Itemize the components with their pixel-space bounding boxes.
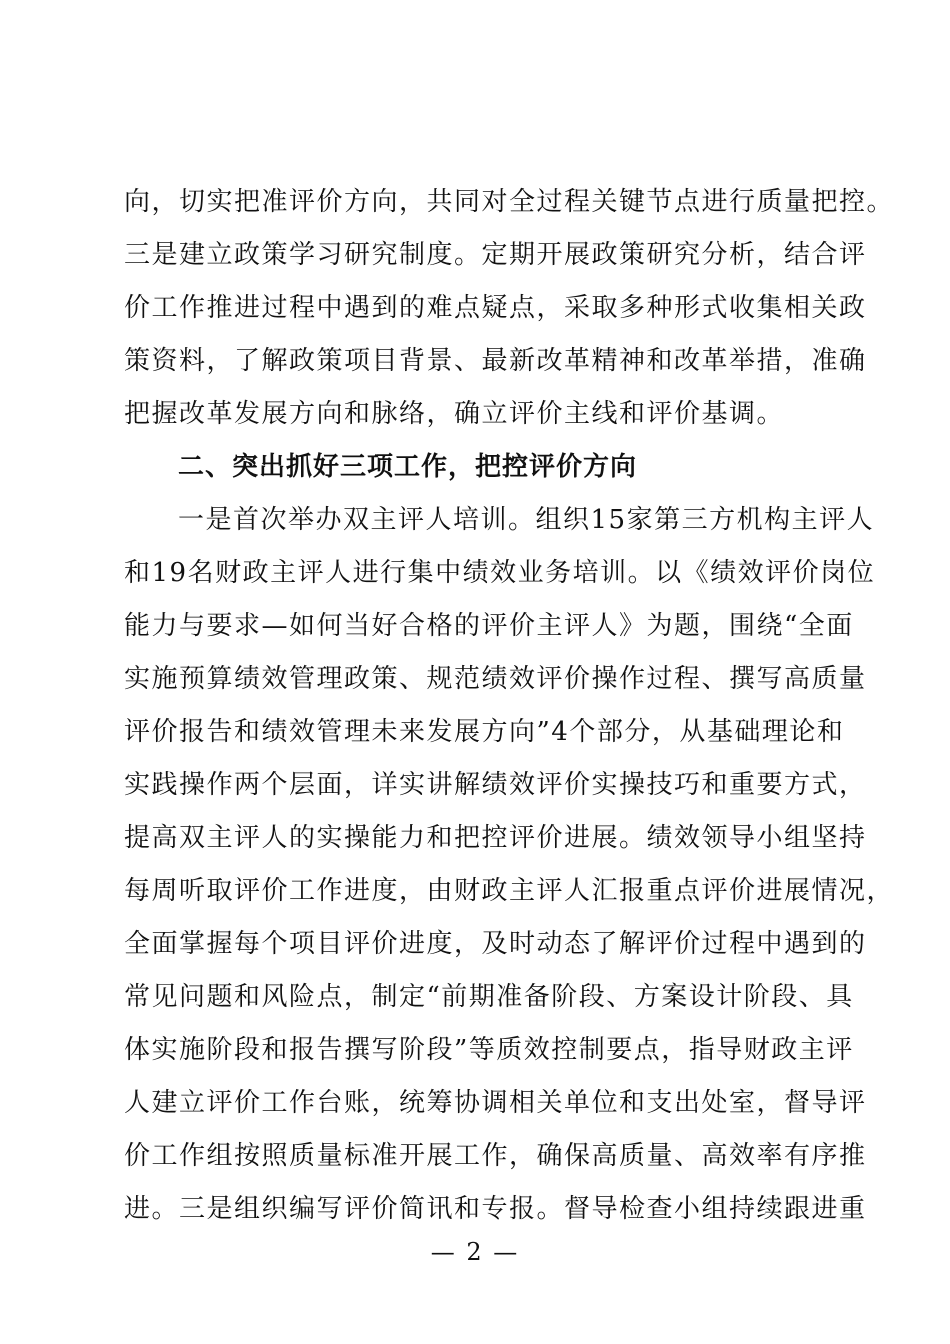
text-line: 向，切实把准评价方向，共同对全过程关键节点进行质量把控。 [124, 187, 895, 217]
text-line: 把握改革发展方向和脉络，确立评价主线和评价基调。 [124, 399, 785, 429]
text-line: 体实施阶段和报告撰写阶段”等质效控制要点，指导财政主评 [124, 1035, 854, 1065]
text-line: 常见问题和风险点，制定“前期准备阶段、方案设计阶段、具 [124, 982, 854, 1012]
text-line: 实施预算绩效管理政策、规范绩效评价操作过程、撰写高质量 [124, 664, 867, 694]
text-line: 价工作组按照质量标准开展工作，确保高质量、高效率有序推 [124, 1141, 867, 1171]
text-line: 三是建立政策学习研究制度。定期开展政策研究分析，结合评 [124, 240, 867, 270]
text-line: 进。三是组织编写评价简讯和专报。督导检查小组持续跟进重 [124, 1194, 867, 1224]
section-heading: 二、突出抓好三项工作，把控评价方向 [178, 452, 638, 482]
text-line: 人建立评价工作台账，统筹协调相关单位和支出处室，督导评 [124, 1088, 867, 1118]
page-number: — 2 — [430, 1238, 520, 1266]
text-line: 和19名财政主评人进行集中绩效业务培训。以《绩效评价岗位 [124, 558, 876, 588]
text-line: 提高双主评人的实操能力和把控评价进展。绩效领导小组坚持 [124, 823, 867, 853]
text-line: 能力与要求—如何当好合格的评价主评人》为题，围绕“全面 [124, 611, 854, 641]
text-line: 实践操作两个层面，详实讲解绩效评价实操技巧和重要方式， [124, 770, 867, 800]
text-line: 全面掌握每个项目评价进度，及时动态了解评价过程中遇到的 [124, 929, 867, 959]
text-line: 评价报告和绩效管理未来发展方向”4个部分，从基础理论和 [124, 717, 845, 747]
text-line: 价工作推进过程中遇到的难点疑点，采取多种形式收集相关政 [124, 293, 867, 323]
text-line: 每周听取评价工作进度，由财政主评人汇报重点评价进展情况， [124, 876, 895, 906]
text-line: 策资料，了解政策项目背景、最新改革精神和改革举措，准确 [124, 346, 867, 376]
paragraph-first-line: 一是首次举办双主评人培训。组织15家第三方机构主评人 [178, 505, 875, 535]
document-body [124, 176, 895, 1236]
